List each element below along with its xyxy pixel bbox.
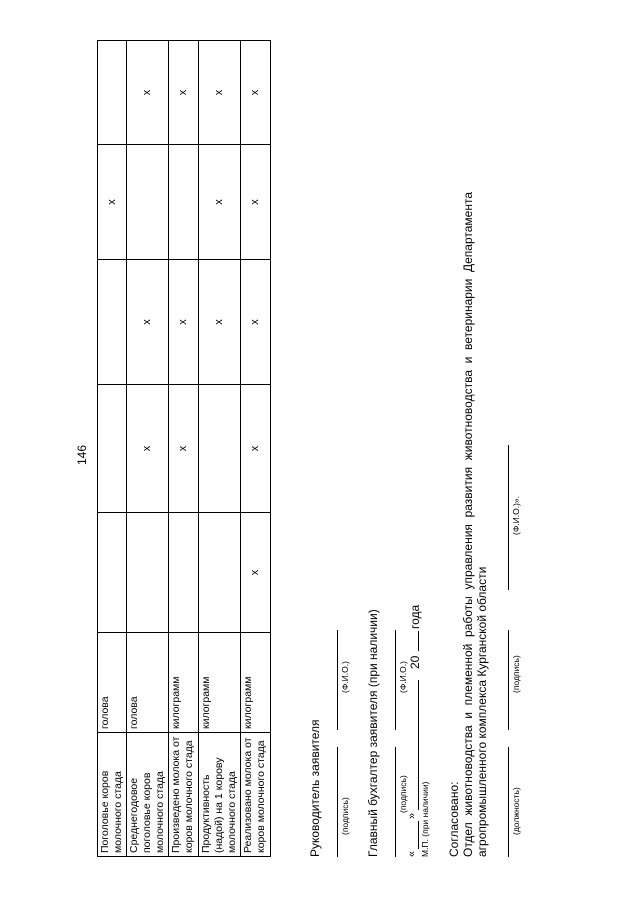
approval-signature-line xyxy=(508,630,509,730)
row-indicator-name: Реализовано молока от коров молочного стада xyxy=(241,733,271,857)
date-year-prefix: 20 xyxy=(408,655,422,669)
mark-cell: х xyxy=(127,260,169,385)
mark-cell: х xyxy=(169,385,199,513)
mark-cell: х xyxy=(98,145,127,260)
date-close-quote: » xyxy=(406,812,418,819)
approval-signature-caption: (подпись) xyxy=(511,655,521,693)
date-day-line xyxy=(418,821,419,849)
mark-cell xyxy=(98,260,127,385)
page-number: 146 xyxy=(75,444,89,465)
mark-cell xyxy=(199,513,241,633)
mark-cell xyxy=(169,145,199,260)
mark-cell xyxy=(127,145,169,260)
row-indicator-name: Среднегодовое поголовье коров молочного стада xyxy=(127,733,169,857)
date-year-suffix: года xyxy=(408,604,422,629)
mark-cell xyxy=(98,41,127,145)
date-month-line xyxy=(418,680,419,810)
table-row xyxy=(127,41,169,857)
row-unit: килограмм xyxy=(241,633,271,733)
mark-cell: х xyxy=(199,41,241,145)
row-indicator-name: Поголовье коров молочного стада xyxy=(98,733,127,857)
mark-cell: х xyxy=(169,260,199,385)
approval-title: Согласовано: xyxy=(447,781,461,857)
mark-cell: х xyxy=(241,41,271,145)
mark-cell xyxy=(169,513,199,633)
approval-line-1: Отдел животноводства и племенной работы управления развития животноводства и ветеринарии Департамента xyxy=(461,191,475,857)
table-row xyxy=(98,41,127,857)
date-open-quote: « xyxy=(406,850,418,857)
date-year-line xyxy=(418,631,419,651)
mark-cell: х xyxy=(241,513,271,633)
approval-position-caption: (должность) xyxy=(511,787,521,835)
row-indicator-name: Произведено молока от коров молочного стада xyxy=(169,733,199,857)
row-unit: голова xyxy=(127,633,169,733)
livestock-table xyxy=(97,40,271,857)
mark-cell xyxy=(199,385,241,513)
approval-fio-line xyxy=(508,445,509,590)
mark-cell: х xyxy=(199,145,241,260)
mark-cell: х xyxy=(199,260,241,385)
mark-cell: х xyxy=(241,145,271,260)
head-fio-line xyxy=(337,630,338,730)
head-label: Руководитель заявителя xyxy=(308,719,322,857)
stamp-note: М.П. (при наличии) xyxy=(420,781,430,857)
row-unit: килограмм xyxy=(169,633,199,733)
accountant-fio-line xyxy=(395,630,396,730)
approval-fio-caption: (Ф.И.О.)». xyxy=(511,495,521,535)
mark-cell: х xyxy=(127,385,169,513)
head-fio-caption: (Ф.И.О.) xyxy=(340,661,350,693)
row-indicator-name: Продуктивность (надой) на 1 корову молочного стада xyxy=(199,733,241,857)
approval-line-2: агропромышленного комплекса Курганской области xyxy=(475,566,489,857)
table-row xyxy=(169,41,199,857)
mark-cell: х xyxy=(127,41,169,145)
accountant-signature-caption: (подпись) xyxy=(398,775,408,813)
head-signature-line xyxy=(337,747,338,857)
mark-cell: х xyxy=(241,385,271,513)
approval-position-line xyxy=(508,747,509,857)
mark-cell xyxy=(98,385,127,513)
accountant-label: Главный бухгалтер заявителя (при наличии) xyxy=(366,609,380,857)
row-unit: килограмм xyxy=(199,633,241,733)
accountant-fio-caption: (Ф.И.О.) xyxy=(398,661,408,693)
mark-cell xyxy=(127,513,169,633)
table-row xyxy=(241,41,271,857)
accountant-signature-line xyxy=(395,747,396,857)
mark-cell: х xyxy=(169,41,199,145)
mark-cell xyxy=(98,513,127,633)
mark-cell: х xyxy=(241,260,271,385)
row-unit: голова xyxy=(98,633,127,733)
table-row xyxy=(199,41,241,857)
head-signature-caption: (подпись) xyxy=(340,797,350,835)
